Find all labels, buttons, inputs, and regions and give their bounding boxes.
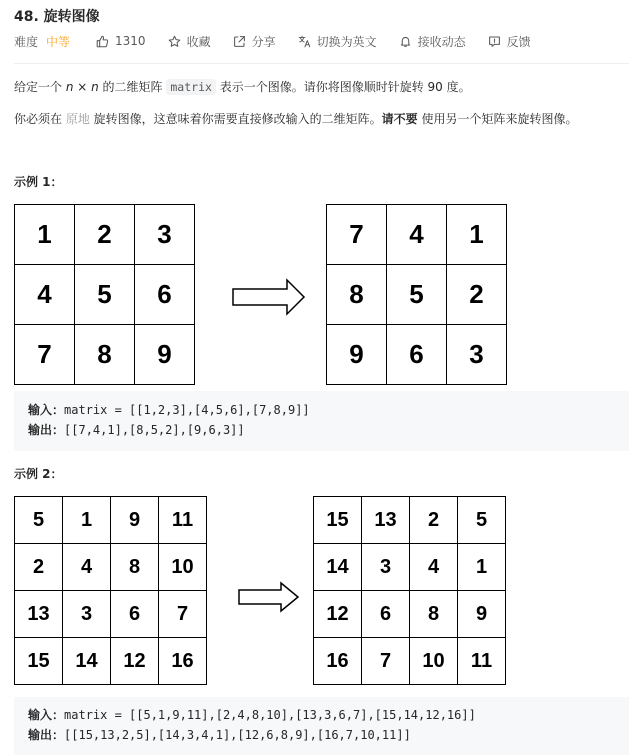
like-button[interactable]: [96, 34, 146, 48]
matrix-cell: 4: [387, 205, 447, 265]
bell-icon: [399, 35, 412, 48]
matrix-cell: 6: [135, 265, 195, 325]
matrix-cell: 11: [458, 638, 506, 685]
matrix-cell: 7: [362, 638, 410, 685]
matrix-cell: 12: [111, 638, 159, 685]
output-value: [[7,4,1],[8,5,2],[9,6,3]]: [64, 423, 245, 437]
matrix-cell: 8: [75, 325, 135, 385]
matrix-cell: 8: [327, 265, 387, 325]
translate-button[interactable]: [298, 33, 377, 50]
example-1-input-matrix: [14, 204, 195, 385]
matrix-cell: 7: [159, 591, 207, 638]
matrix-cell: 15: [15, 638, 63, 685]
arrow-right-icon: [237, 581, 301, 613]
matrix-cell: 2: [75, 205, 135, 265]
matrix-cell: 9: [327, 325, 387, 385]
notify-label: 接收动态: [417, 34, 466, 49]
example-1-output-matrix: [326, 204, 507, 385]
matrix-cell: 5: [387, 265, 447, 325]
feedback-label: 反馈: [506, 34, 531, 49]
example-2-input-line: [28, 705, 629, 725]
matrix-cell: 6: [387, 325, 447, 385]
example-2-io-block: [14, 697, 629, 755]
matrix-cell: 6: [111, 591, 159, 638]
output-label: 输出：: [28, 423, 65, 437]
matrix-cell: 3: [135, 205, 195, 265]
favorite-button[interactable]: [168, 33, 211, 50]
translate-icon: [298, 35, 311, 48]
matrix-cell: 15: [314, 497, 362, 544]
input-label: 输入：: [28, 708, 65, 722]
matrix-cell: 7: [15, 325, 75, 385]
input-label: 输入：: [28, 403, 65, 417]
matrix-cell: 3: [447, 325, 507, 385]
like-count: 1310: [115, 34, 146, 48]
header-divider: [14, 63, 629, 64]
output-value: [[15,13,2,5],[14,3,4,1],[12,6,8,9],[16,7,10,11]]: [64, 728, 411, 742]
matrix-cell: 13: [15, 591, 63, 638]
thumbs-up-icon: [96, 35, 109, 48]
star-icon: [168, 35, 181, 48]
matrix-cell: 3: [63, 591, 111, 638]
favorite-label: 收藏: [186, 34, 211, 49]
example-2-title: 示例 2：: [14, 467, 63, 481]
matrix-cell: 12: [314, 591, 362, 638]
example-2-output-line: [28, 725, 629, 745]
in-place-link[interactable]: 原地: [65, 112, 90, 126]
problem-title: 48. 旋转图像: [14, 9, 100, 25]
matrix-cell: 14: [314, 544, 362, 591]
matrix-cell: 6: [362, 591, 410, 638]
matrix-cell: 9: [111, 497, 159, 544]
description-paragraph-2: 你必须在 原地 旋转图像，这意味着你需要直接修改输入的二维矩阵。请不要 使用另一个矩阵来旋转图像。: [14, 112, 578, 126]
example-1-output-line: [28, 420, 629, 440]
example-2-input-matrix: [14, 496, 207, 685]
matrix-cell: 8: [111, 544, 159, 591]
matrix-cell: 4: [410, 544, 458, 591]
problem-meta-bar: [14, 31, 553, 51]
matrix-cell: 10: [159, 544, 207, 591]
arrow-right-icon: [231, 278, 307, 316]
description-paragraph-1: 给定一个 n × n 的二维矩阵 matrix 表示一个图像。请你将图像顺时针旋转 90 度。: [14, 80, 471, 94]
inline-code-matrix: matrix: [166, 79, 216, 95]
difficulty-badge: 中等: [46, 34, 71, 49]
example-1-title: 示例 1：: [14, 175, 63, 189]
matrix-cell: 4: [15, 265, 75, 325]
matrix-cell: 2: [410, 497, 458, 544]
matrix-cell: 14: [63, 638, 111, 685]
output-label: 输出：: [28, 728, 65, 742]
matrix-cell: 11: [159, 497, 207, 544]
matrix-cell: 1: [458, 544, 506, 591]
feedback-icon: [488, 35, 501, 48]
matrix-cell: 8: [410, 591, 458, 638]
matrix-cell: 2: [15, 544, 63, 591]
matrix-cell: 2: [447, 265, 507, 325]
matrix-cell: 5: [458, 497, 506, 544]
matrix-cell: 16: [159, 638, 207, 685]
share-icon: [233, 35, 246, 48]
matrix-cell: 16: [314, 638, 362, 685]
matrix-cell: 1: [447, 205, 507, 265]
example-1-input-line: [28, 400, 629, 420]
matrix-cell: 4: [63, 544, 111, 591]
matrix-cell: 5: [15, 497, 63, 544]
matrix-cell: 3: [362, 544, 410, 591]
example-1-io-block: [14, 391, 629, 451]
matrix-cell: 1: [15, 205, 75, 265]
matrix-size-var: n × n: [65, 80, 99, 94]
example-2-output-matrix: [313, 496, 506, 685]
input-value: matrix = [[5,1,9,11],[2,4,8,10],[13,3,6,7],[15,14,12,16]]: [64, 708, 476, 722]
feedback-button[interactable]: [488, 33, 531, 50]
difficulty-label: 难度: [14, 34, 39, 49]
input-value: matrix = [[1,2,3],[4,5,6],[7,8,9]]: [64, 403, 310, 417]
matrix-cell: 1: [63, 497, 111, 544]
matrix-cell: 10: [410, 638, 458, 685]
notify-button[interactable]: [399, 33, 466, 50]
translate-label: 切换为英文: [316, 34, 377, 49]
matrix-cell: 5: [75, 265, 135, 325]
do-not-emphasis: 请不要: [381, 112, 418, 126]
share-label: 分享: [251, 34, 276, 49]
share-button[interactable]: [233, 33, 276, 50]
matrix-cell: 7: [327, 205, 387, 265]
matrix-cell: 13: [362, 497, 410, 544]
matrix-cell: 9: [135, 325, 195, 385]
matrix-cell: 9: [458, 591, 506, 638]
